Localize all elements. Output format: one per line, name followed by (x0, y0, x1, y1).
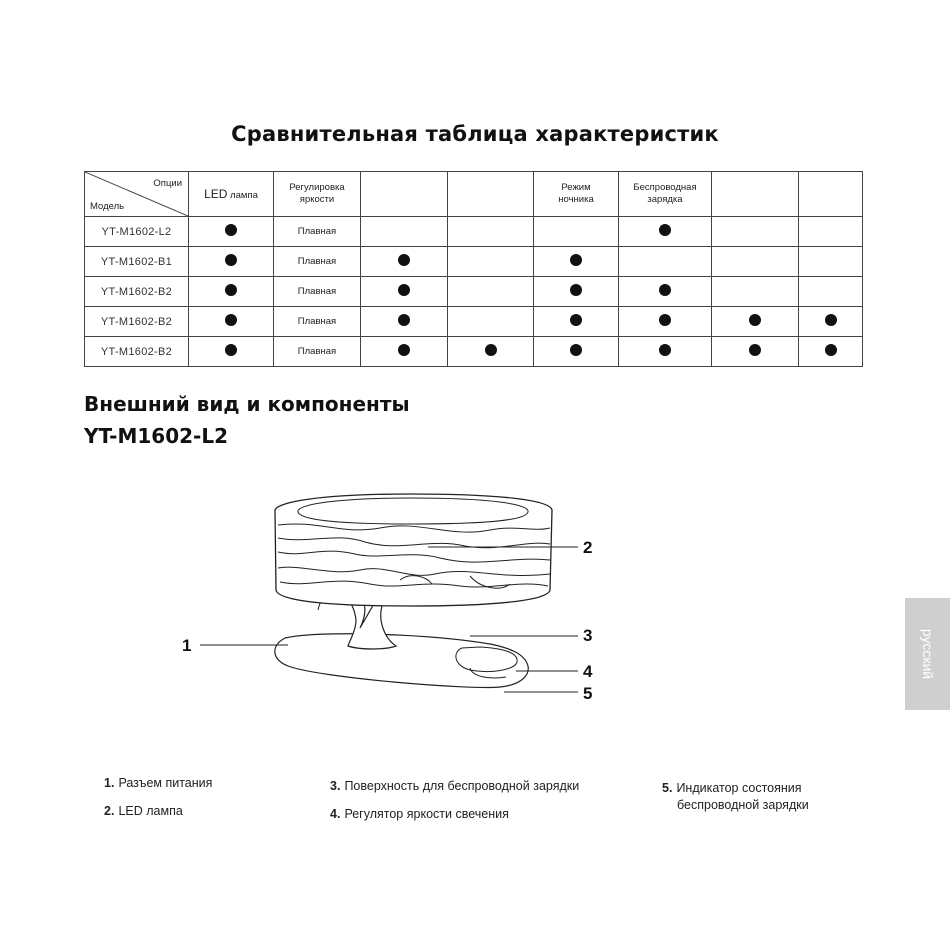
table-row (85, 247, 863, 277)
lamp-illustration (170, 480, 620, 720)
legend-item-5 (662, 780, 809, 814)
header-night-line2: ночника (558, 194, 594, 205)
legend-num-1: 1. (104, 776, 115, 790)
feature-cell (361, 307, 448, 337)
model-cell (85, 307, 189, 337)
feature-dot-icon (570, 314, 582, 326)
feature-cell (799, 307, 863, 337)
header-brightness-line1: Регулировка (289, 182, 345, 193)
feature-cell (712, 337, 799, 367)
feature-cell (189, 277, 274, 307)
header-wireless-line1: Беспроводная (633, 182, 697, 193)
feature-cell (448, 337, 534, 367)
feature-cell (189, 217, 274, 247)
feature-dot-icon (825, 344, 837, 356)
feature-dot-icon (225, 254, 237, 266)
feature-cell (534, 247, 619, 277)
feature-cell (361, 217, 448, 247)
feature-dot-icon (659, 314, 671, 326)
legend-text-5b: беспроводной зарядки (677, 798, 809, 812)
brightness-cell (274, 217, 361, 247)
feature-cell (534, 217, 619, 247)
model-cell (85, 247, 189, 277)
feature-cell (799, 217, 863, 247)
feature-cell (799, 247, 863, 277)
feature-dot-icon (825, 314, 837, 326)
feature-cell (189, 247, 274, 277)
feature-cell (448, 217, 534, 247)
header-brightness (274, 172, 361, 217)
feature-cell (189, 337, 274, 367)
legend-item-1 (104, 776, 212, 790)
feature-cell (448, 277, 534, 307)
brightness-cell (274, 307, 361, 337)
header-night-line1: Режим (561, 182, 591, 193)
header-wireless-charging (619, 172, 712, 217)
header-brightness-line2: яркости (299, 194, 335, 205)
feature-cell (619, 277, 712, 307)
callout-1: 1 (182, 636, 192, 655)
header-led-small: лампа (227, 190, 258, 201)
feature-cell (712, 247, 799, 277)
feature-cell (712, 307, 799, 337)
header-led-lamp (189, 172, 274, 217)
model-label: Модель (90, 201, 125, 212)
header-empty-4 (799, 172, 863, 217)
legend-item-3 (330, 779, 579, 793)
brightness-value: Плавная (297, 256, 337, 267)
feature-cell (619, 217, 712, 247)
legend-text-5: Индикатор состояния (676, 781, 802, 795)
feature-dot-icon (749, 314, 761, 326)
feature-dot-icon (659, 284, 671, 296)
section-heading: Внешний вид и компоненты (84, 392, 410, 416)
model-name: YT-M1602-L2 (101, 225, 172, 238)
legend-item-4 (330, 807, 509, 821)
legend-num-2: 2. (104, 804, 115, 818)
feature-cell (534, 337, 619, 367)
options-label: Опции (153, 178, 182, 189)
legend-num-3: 3. (330, 779, 341, 793)
header-empty-1 (361, 172, 448, 217)
feature-cell (619, 337, 712, 367)
feature-cell (189, 307, 274, 337)
legend-item-2 (104, 804, 183, 818)
feature-dot-icon (485, 344, 497, 356)
feature-dot-icon (570, 254, 582, 266)
legend-text-3: Поверхность для беспроводной зарядки (344, 779, 580, 793)
language-tab (905, 598, 950, 710)
model-name: YT-M1602-B2 (100, 345, 173, 358)
model-cell (85, 217, 189, 247)
brightness-cell (274, 277, 361, 307)
corner-cell (85, 172, 189, 217)
page-title: Сравнительная таблица характеристик (231, 122, 719, 146)
callout-5: 5 (583, 684, 593, 703)
feature-cell (799, 337, 863, 367)
header-led-text: LED (204, 187, 228, 201)
header-empty-2 (448, 172, 534, 217)
feature-cell (619, 247, 712, 277)
callout-4: 4 (583, 662, 593, 681)
brightness-cell (274, 337, 361, 367)
feature-dot-icon (225, 284, 237, 296)
feature-cell (712, 217, 799, 247)
feature-dot-icon (398, 254, 410, 266)
feature-cell (361, 247, 448, 277)
feature-cell (712, 277, 799, 307)
legend-text-2: LED лампа (118, 804, 183, 818)
feature-dot-icon (570, 344, 582, 356)
brightness-value: Плавная (297, 346, 337, 357)
feature-dot-icon (570, 284, 582, 296)
feature-cell (448, 247, 534, 277)
feature-cell (799, 277, 863, 307)
legend-text-4: Регулятор яркости свечения (344, 807, 509, 821)
feature-cell (534, 307, 619, 337)
feature-dot-icon (225, 344, 237, 356)
table-row (85, 337, 863, 367)
brightness-value: Плавная (297, 316, 337, 327)
feature-cell (361, 277, 448, 307)
feature-cell (361, 337, 448, 367)
feature-dot-icon (225, 224, 237, 236)
feature-dot-icon (225, 314, 237, 326)
brightness-value: Плавная (297, 286, 337, 297)
brightness-value: Плавная (297, 226, 337, 237)
comparison-table (84, 171, 863, 367)
brightness-cell (274, 247, 361, 277)
header-empty-3 (712, 172, 799, 217)
model-cell (85, 337, 189, 367)
callout-2: 2 (583, 538, 593, 557)
table-row (85, 217, 863, 247)
legend-text-1: Разъем питания (118, 776, 213, 790)
table-row (85, 307, 863, 337)
feature-dot-icon (659, 344, 671, 356)
callout-3: 3 (583, 626, 593, 645)
language-tab-label: русский (919, 628, 936, 680)
feature-dot-icon (398, 284, 410, 296)
table-header-row (85, 172, 863, 217)
model-name: YT-M1602-B2 (100, 285, 173, 298)
feature-cell (619, 307, 712, 337)
header-wireless-line2: зарядка (647, 194, 683, 205)
feature-cell (534, 277, 619, 307)
legend-num-5: 5. (662, 781, 673, 795)
feature-dot-icon (749, 344, 761, 356)
feature-dot-icon (659, 224, 671, 236)
section-model: YT-M1602-L2 (84, 424, 229, 448)
header-night-mode (534, 172, 619, 217)
table-row (85, 277, 863, 307)
model-cell (85, 277, 189, 307)
model-name: YT-M1602-B2 (100, 315, 173, 328)
model-name: YT-M1602-B1 (100, 255, 173, 268)
legend-num-4: 4. (330, 807, 341, 821)
feature-dot-icon (398, 314, 410, 326)
feature-dot-icon (398, 344, 410, 356)
feature-cell (448, 307, 534, 337)
